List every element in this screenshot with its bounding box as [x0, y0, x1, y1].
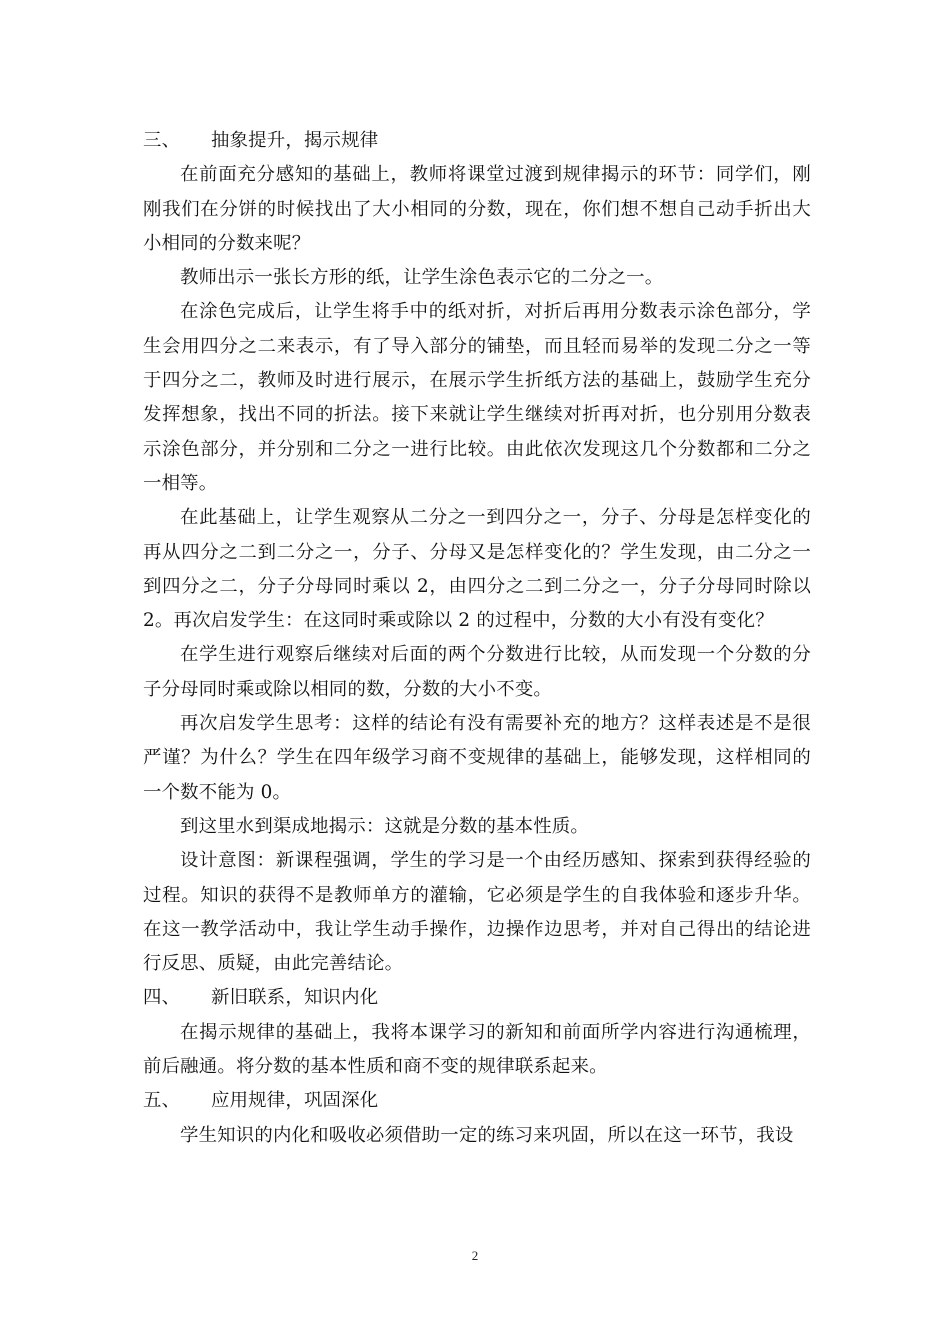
paragraph: 在涂色完成后，让学生将手中的纸对折，对折后再用分数表示涂色部分，学生会用四分之二来表示，有了导入部分的铺垫，而且轻而易举的发现二分之一等于四分之二，教师及时进行展示，在展示学生折纸方法的基础上，鼓励学生充分发挥想象，找出不同的折法。接下来就让学生继续对折再对折，也分别用分数表示涂色部分，并分别和二分之一进行比较。由此依次发现这几个分数都和二分之一相等。 [143, 301, 811, 494]
paragraph: 教师出示一张长方形的纸，让学生涂色表示它的二分之一。 [180, 267, 664, 289]
paragraph-design-intent: 设计意图：新课程强调，学生的学习是一个由经历感知、探索到获得经验的过程。知识的获得不是教师单方的灌输，它必须是学生的自我体验和逐步升华。在这一教学活动中，我让学生动手操作，边操作边思考，并对自己得出的结论进行反思、质疑，由此完善结论。 [143, 850, 811, 975]
page-number: 2 [471, 1248, 479, 1263]
section-number: 五、 [143, 1090, 181, 1112]
paragraph: 在前面充分感知的基础上，教师将课堂过渡到规律揭示的环节：同学们，刚刚我们在分饼的时候找出了大小相同的分数，现在，你们想不想自己动手折出大小相同的分数来呢？ [143, 164, 811, 254]
document-body [143, 124, 811, 1153]
section-heading-5 [143, 1084, 811, 1118]
section-heading-4 [143, 981, 811, 1015]
section-heading-3 [143, 124, 811, 158]
paragraph: 再次启发学生思考：这样的结论有没有需要补充的地方？这样表述是不是很严谨？为什么？学生在四年级学习商不变规律的基础上，能够发现，这样相同的一个数不能为 0。 [143, 713, 811, 803]
section-number: 四、 [143, 987, 181, 1009]
paragraph: 在此基础上，让学生观察从二分之一到四分之一，分子、分母是怎样变化的再从四分之二到二分之一，分子、分母又是怎样变化的？学生发现，由二分之一到四分之二，分子分母同时乘以 2，由四分之二到二分之一，分子分母同时除以 2。再次启发学生：在这同时乘或除以 2 的过程中，分数的大小有没有变化？ [143, 507, 811, 632]
section-title: 抽象提升，揭示规律 [211, 130, 379, 151]
section-number: 三、 [143, 130, 181, 151]
paragraph: 在学生进行观察后继续对后面的两个分数进行比较，从而发现一个分数的分子分母同时乘或除以相同的数，分数的大小不变。 [143, 644, 811, 700]
section-title: 新旧联系，知识内化 [211, 987, 379, 1009]
paragraph: 到这里水到渠成地揭示：这就是分数的基本性质。 [180, 815, 589, 837]
paragraph: 在揭示规律的基础上，我将本课学习的新知和前面所学内容进行沟通梳理，前后融通。将分数的基本性质和商不变的规律联系起来。 [143, 1021, 811, 1078]
paragraph: 学生知识的内化和吸收必须借助一定的练习来巩固，所以在这一环节，我设 [180, 1124, 794, 1146]
section-title: 应用规律，巩固深化 [211, 1090, 379, 1112]
